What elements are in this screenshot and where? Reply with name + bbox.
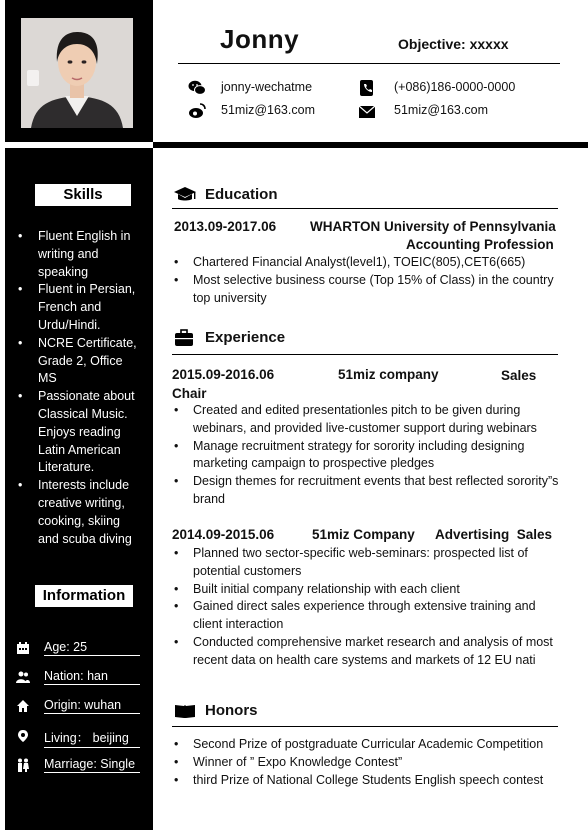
list-item: • Manage recruitment strategy for sorority including designing marketing campaign to prospective pledges (172, 438, 560, 474)
job-role: Sales Chair (172, 368, 537, 401)
skill-item: • Fluent in Persian, French and Urdu/Hindi. (18, 281, 140, 334)
education-dates: 2013.09-2017.06 (174, 219, 277, 234)
skill-item: • Passionate about Classical Music. Enjoys reading Latin American Literature. (18, 388, 140, 477)
objective: Objective: xxxxx (398, 36, 509, 52)
couple-icon (16, 758, 30, 772)
job-bullets (172, 402, 560, 509)
list-item: • Chartered Financial Analyst(level1), TOEIC(805),CET6(665) (172, 254, 560, 272)
list-item: • Most selective business course (Top 15% of Class) in the country top university (172, 272, 560, 308)
header-bar (153, 142, 588, 148)
marriage-value: Marriage: Single (44, 757, 140, 773)
profile-photo (21, 18, 133, 128)
skill-item: • Interests include creative writing, cooking, skiing and scuba diving (18, 477, 140, 548)
header-rule (178, 63, 560, 64)
job-company: 51miz company (338, 367, 439, 382)
job-role: Advertising Sales (435, 527, 553, 542)
skill-item: • Fluent English in writing and speaking (18, 228, 140, 281)
phone-number: (+086)186-0000-0000 (394, 80, 516, 94)
list-item: • Gained direct sales experience through extensive training and client interaction (172, 598, 560, 634)
people-icon (16, 670, 30, 684)
list-item: • Second Prize of postgraduate Curricular Academic Competition (172, 736, 560, 754)
job-company: 51miz Company (312, 527, 415, 542)
nation-value: Nation: han (44, 669, 140, 685)
list-item: • Planned two sector-specific web-seminars: prospected list of potential customers (172, 545, 560, 581)
section-rule (172, 354, 558, 355)
living-value: Living： beijing (44, 728, 140, 748)
email-address: 51miz@163.com (394, 103, 488, 117)
info-age (16, 640, 144, 658)
age-value: Age: 25 (44, 640, 140, 656)
job-dates: 2015.09-2016.06 (172, 367, 275, 382)
skills-list (18, 228, 140, 548)
origin-value: Origin: wuhan (44, 698, 140, 714)
phone-icon (358, 80, 376, 96)
open-book-icon (174, 702, 196, 720)
section-rule (172, 726, 558, 727)
info-living (16, 728, 144, 746)
mail-icon (358, 104, 376, 120)
skill-item: • NCRE Certificate, Grade 2, Office MS (18, 335, 140, 388)
location-pin-icon (16, 729, 30, 743)
list-item: • Design themes for recruitment events that best reflected sorority”s brand (172, 473, 560, 509)
info-nation (16, 669, 144, 687)
wechat-icon (188, 80, 206, 96)
education-major: Accounting Profession (406, 237, 554, 252)
sidebar-divider (5, 142, 153, 148)
education-bullets (172, 254, 560, 307)
weibo-icon (188, 103, 206, 119)
weibo-account: 51miz@163.com (221, 103, 315, 117)
list-item: • Created and edited presentationles pitch to be given during webinars, and provided live-customer support during webinars (172, 402, 560, 438)
list-item: • Built initial company relationship with each client (172, 581, 560, 599)
wechat-id: jonny-wechatme (221, 80, 313, 94)
calendar-icon (16, 641, 30, 655)
graduation-cap-icon (174, 186, 196, 204)
list-item: • Conducted comprehensive market research and analysis of most recent data on health care systems and markets of 12 EU nati (172, 634, 560, 670)
candidate-name: Jonny (220, 24, 300, 54)
list-item: • third Prize of National College Students English speech contest (172, 772, 560, 790)
information-title: Information (35, 585, 133, 607)
education-school: WHARTON University of Pennsylvania (310, 219, 556, 234)
honors-list (172, 736, 560, 789)
info-origin (16, 698, 144, 716)
list-item: • Winner of ” Expo Knowledge Contest” (172, 754, 560, 772)
section-rule (172, 208, 558, 209)
job-bullets (172, 545, 560, 670)
briefcase-icon (174, 329, 196, 347)
home-icon (16, 699, 30, 713)
info-marriage (16, 757, 144, 775)
skills-title: Skills (35, 184, 131, 206)
job-dates: 2014.09-2015.06 (172, 527, 275, 542)
